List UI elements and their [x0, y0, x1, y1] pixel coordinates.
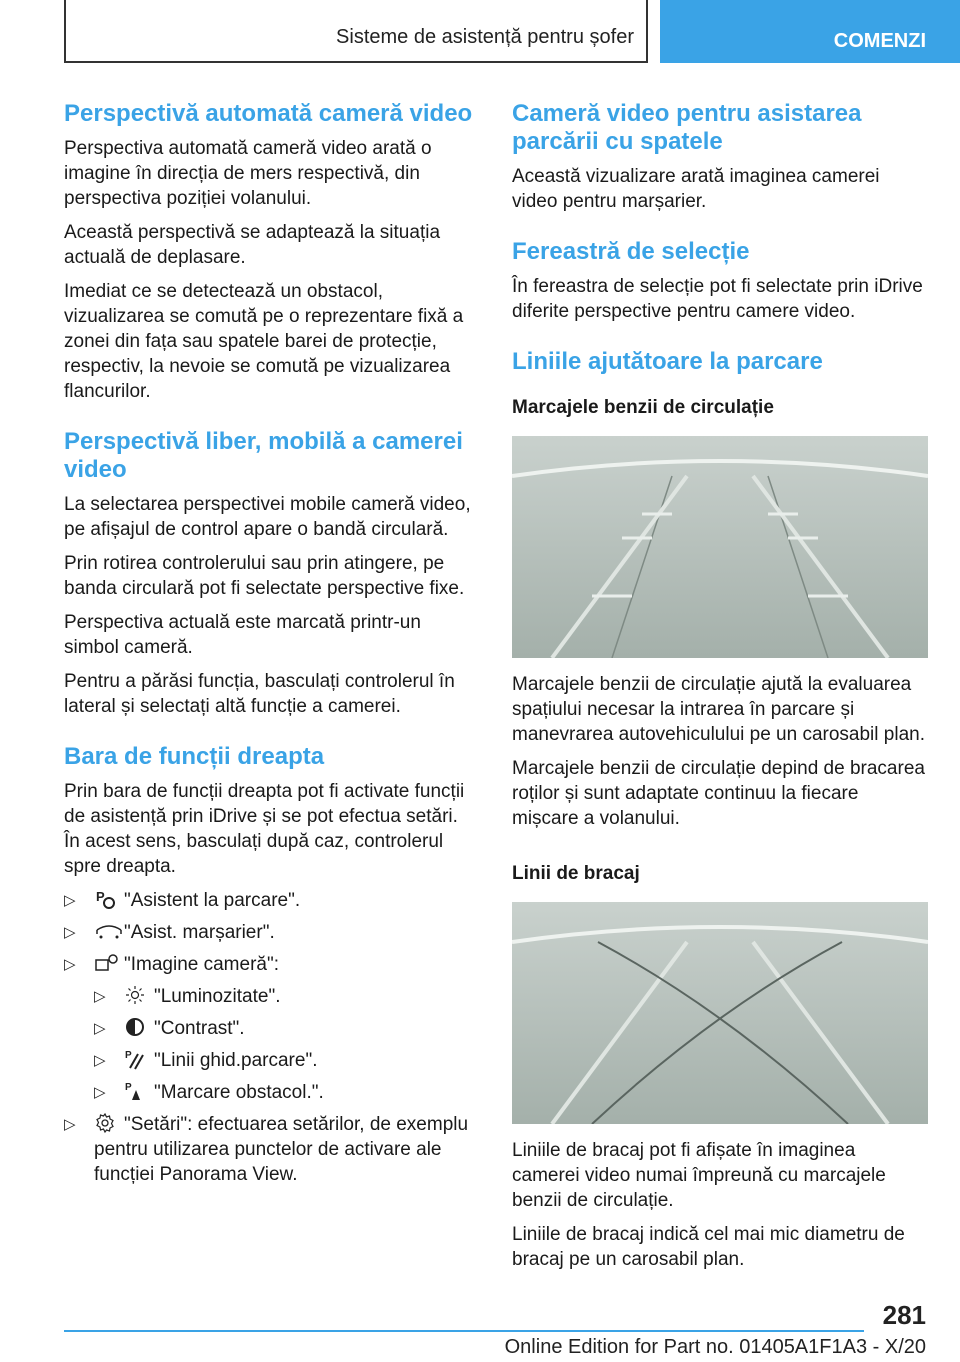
- camera-image-icon: [94, 952, 118, 974]
- svg-text:P: P: [96, 889, 105, 904]
- section-free-perspective: [64, 428, 478, 719]
- paragraph: Prin bara de funcții dreapta pot fi activate funcții de asistență prin iDrive și se pot efectua setări. În acest sens, basculați după caz, controlerul spre dreapta.: [64, 781, 465, 877]
- parking-assistant-icon: [94, 888, 118, 910]
- list-item: [64, 952, 478, 977]
- paragraph: Perspectiva actuală este marcată printr-un simbol cameră.: [64, 612, 421, 658]
- list-item: [64, 1080, 478, 1105]
- section-auto-perspective: [64, 100, 478, 404]
- list-item: [64, 984, 478, 1009]
- list-item: [64, 1016, 478, 1041]
- header-section-title: Sisteme de asistență pentru șofer: [336, 26, 634, 48]
- left-column: [64, 100, 478, 1211]
- footer-divider: [64, 1330, 864, 1332]
- paragraph: Marcajele benzii de circulație depind de bracarea roților și sunt adaptate continuu la fiecare mișcare a volanului.: [512, 758, 925, 829]
- section-right-function-bar: [64, 743, 478, 1187]
- paragraph: Această perspectivă se adaptează la situația actuală de deplasare.: [64, 222, 441, 268]
- right-column: [512, 100, 928, 1296]
- svg-text:P: P: [125, 1050, 132, 1061]
- section-title: Cameră video pentru asistarea parcării cu spatele: [512, 100, 862, 155]
- list-item-text: "Asistent la parcare".: [124, 890, 301, 911]
- bullet-triangle-icon: ▷: [94, 988, 106, 1005]
- section-title: Perspectivă liber, mobilă a camerei video: [64, 428, 463, 483]
- brightness-icon: [124, 984, 148, 1006]
- bullet-triangle-icon: ▷: [94, 1084, 106, 1101]
- subsection-title-steering-lines: Linii de bracaj: [512, 863, 640, 884]
- parking-lines-icon: [124, 1048, 148, 1070]
- list-item-text: "Luminozitate".: [154, 986, 281, 1007]
- bullet-triangle-icon: ▷: [64, 1116, 76, 1133]
- header-tab-comenzi[interactable]: COMENZI: [660, 0, 960, 63]
- paragraph: Imediat ce se detectează un obstacol, vizualizarea se comută pe o reprezentare fixă a zonei din fața sau spatele barei de protecție, respectiv, la nevoie se comută pe vizualizarea flancurilor.: [64, 281, 464, 402]
- obstacle-marking-icon: [124, 1080, 148, 1102]
- list-item-text: "Marcare obstacol.".: [154, 1082, 324, 1103]
- list-item: [64, 1048, 478, 1073]
- list-item-text: "Setări": efectuarea setărilor, de exemplu pentru utilizarea punctelor de activare ale funcției Panorama View.: [94, 1114, 469, 1185]
- section-title: Fereastră de selecție: [512, 238, 750, 265]
- paragraph: În fereastra de selecție pot fi selectate prin iDrive diferite perspective pentru camere video.: [512, 276, 923, 322]
- paragraph: Perspectiva automată cameră video arată o imagine în direcția de mers respectivă, din perspectiva poziției volanului.: [64, 138, 432, 209]
- list-item-text: "Contrast".: [154, 1018, 245, 1039]
- section-parking-guide-lines: [512, 348, 928, 1272]
- bullet-triangle-icon: ▷: [94, 1020, 106, 1037]
- paragraph: Liniile de bracaj pot fi afișate în imaginea camerei video numai împreună cu marcajele benzii de circulație.: [512, 1140, 886, 1211]
- page-number: 281: [882, 1300, 926, 1330]
- bullet-triangle-icon: ▷: [64, 892, 76, 909]
- reversing-assistant-icon: [94, 920, 118, 942]
- list-item-text: "Linii ghid.parcare".: [154, 1050, 318, 1071]
- paragraph: Această vizualizare arată imaginea camerei video pentru marșarier.: [512, 166, 880, 212]
- paragraph: Marcajele benzii de circulație ajută la evaluarea spațiului necesar la intrarea în parcare și manevrarea autovehiculului pe un carosabil plan.: [512, 674, 925, 745]
- section-selection-window: [512, 238, 928, 324]
- edition-footer: Online Edition for Part no. 01405A1F1A3 - X/20: [504, 1336, 926, 1358]
- svg-text:P: P: [125, 1082, 132, 1093]
- list-item-text: "Imagine cameră":: [124, 954, 279, 975]
- section-title: Liniile ajutătoare la parcare: [512, 348, 823, 375]
- contrast-icon: [124, 1016, 148, 1038]
- paragraph: Liniile de bracaj indică cel mai mic diametru de bracaj pe un carosabil plan.: [512, 1224, 905, 1270]
- bullet-triangle-icon: ▷: [94, 1052, 106, 1069]
- section-title: Bara de funcții dreapta: [64, 743, 325, 770]
- section-rear-camera: [512, 100, 928, 214]
- list-item-text: "Asist. marșarier".: [124, 922, 275, 943]
- section-title: Perspectivă automată cameră video: [64, 100, 473, 127]
- list-item: [64, 920, 478, 945]
- list-item: [64, 1112, 478, 1187]
- lane-markings-figure: [512, 436, 928, 658]
- paragraph: La selectarea perspectivei mobile cameră video, pe afișajul de control apare o bandă circulară.: [64, 494, 471, 540]
- settings-gear-icon: [94, 1112, 118, 1134]
- header-box: [64, 0, 648, 63]
- list-item: [64, 888, 478, 913]
- bullet-triangle-icon: ▷: [64, 924, 76, 941]
- bullet-triangle-icon: ▷: [64, 956, 76, 973]
- subsection-title-lane-markings: Marcajele benzii de circulație: [512, 397, 774, 418]
- paragraph: Pentru a părăsi funcția, basculați controlerul în lateral și selectați altă funcție a camerei.: [64, 671, 455, 717]
- function-list: [64, 888, 478, 1187]
- paragraph: Prin rotirea controlerului sau prin atingere, pe banda circulară pot fi selectate perspective fixe.: [64, 553, 465, 599]
- steering-lines-figure: [512, 902, 928, 1124]
